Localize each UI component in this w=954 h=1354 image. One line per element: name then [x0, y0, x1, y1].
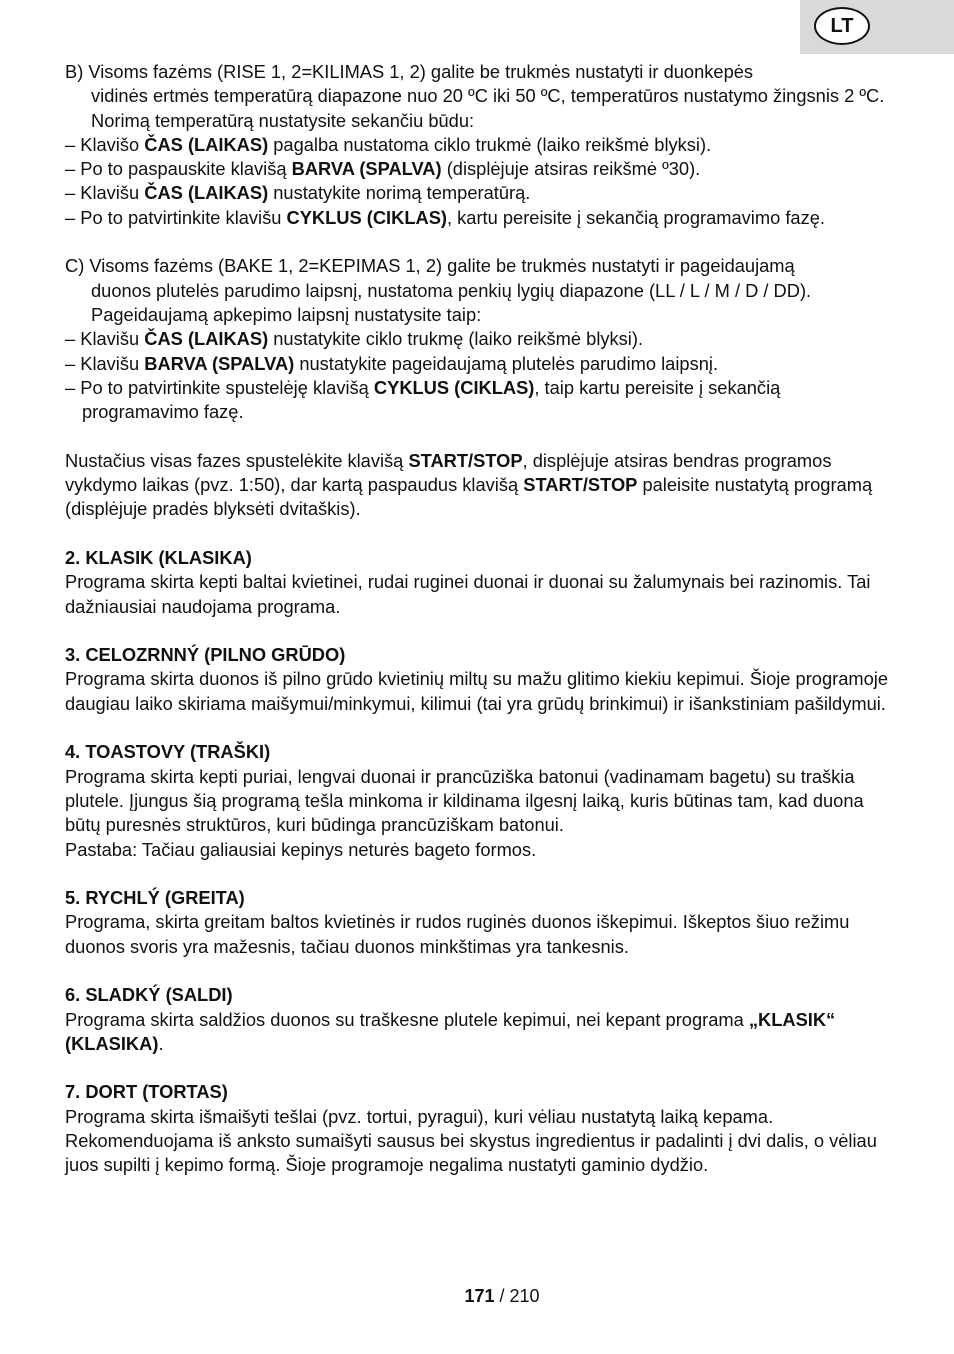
section-c-intro-cont: duonos plutelės parudimo laipsnį, nustatoma penkių lygių diapazone (LL / L / M / D / DD). Pageidaujamą apkepimo laipsnį nustatysite taip:	[91, 279, 812, 325]
section-6-body: Programa skirta saldžios duonos su traškesne plutele kepimui, nei kepant programa „KLASIK“ (KLASIKA).	[65, 1008, 836, 1054]
language-badge: LT	[814, 7, 870, 45]
language-tab	[800, 0, 954, 54]
section-b-step: – Klavišu ČAS (LAIKAS) nustatykite norimą temperatūrą.	[65, 182, 531, 204]
section-5-heading: 5. RYCHLÝ (GREITA)	[65, 887, 245, 909]
page-total: / 210	[494, 1286, 540, 1306]
page-content	[65, 60, 890, 1178]
section-7-heading: 7. DORT (TORTAS)	[65, 1081, 228, 1103]
section-c-step: – Klavišu ČAS (LAIKAS) nustatykite ciklo trukmę (laiko reikšmė blyksi).	[65, 328, 644, 350]
section-6-heading: 6. SLADKÝ (SALDI)	[65, 984, 233, 1006]
section-c-step: – Klavišu BARVA (SPALVA) nustatykite pageidaujamą plutelės parudimo laipsnį.	[65, 352, 719, 374]
section-2-heading: 2. KLASIK (KLASIKA)	[65, 546, 252, 568]
section-b-step: – Klavišo ČAS (LAIKAS) pagalba nustatoma ciklo trukmė (laiko reikšmė blyksi).	[65, 133, 712, 155]
section-b-step: – Po to paspauskite klavišą BARVA (SPALVA) (displėjuje atsiras reikšmė º30).	[65, 158, 701, 180]
section-4-body: Programa skirta kepti puriai, lengvai duonai ir prancūziška batonui (vadinamam bagetu) su traškia plutele. Įjungus šią programą tešla minkoma ir kildinama ilgesnį laiką, kuris būtinas tam, kad duona būtų puresnės struktūros, kuri būdinga prancūziškam batonui.	[65, 765, 864, 836]
section-b	[65, 60, 890, 230]
page-number	[0, 1286, 954, 1307]
section-4-heading: 4. TOASTOVY (TRAŠKI)	[65, 741, 271, 763]
section-7-body: Programa skirta išmaišyti tešlai (pvz. tortui, pyragui), kuri vėliau nustatytą laiką kepama. Rekomenduojama iš anksto sumaišyti sausus bei skystus ingredientus ir padalinti į dvi dalis, o vėliau juos supilti į kepimo formą. Šioje programoje negalima nustatyti gaminio dydžio.	[65, 1105, 877, 1176]
section-4-note: Pastaba: Tačiau galiausiai kepinys neturės bageto formos.	[65, 838, 537, 860]
section-b-intro: B) Visoms fazėms (RISE 1, 2=KILIMAS 1, 2) galite be trukmės nustatyti ir duonkepės	[65, 61, 754, 82]
section-b-step: – Po to patvirtinkite klavišu CYKLUS (CIKLAS), kartu pereisite į sekančią programavimo fazę.	[65, 206, 825, 228]
section-5-body: Programa, skirta greitam baltos kvietinės ir rudos ruginės duonos iškepimui. Iškeptos šiuo režimu duonos svoris yra mažesnis, tačiau duonos minkštimas yra tankesnis.	[65, 911, 850, 957]
section-b-intro-cont: vidinės ertmės temperatūrą diapazone nuo 20 ºC iki 50 ºC, temperatūros nustatymo žingsnis 2 ºC. Norimą temperatūrą nustatysite sekančiu būdu:	[91, 85, 885, 131]
section-2-body: Programa skirta kepti baltai kvietinei, rudai ruginei duonai ir duonai su žalumynais bei razinomis. Tai dažniausiai naudojama programa.	[65, 571, 871, 617]
start-stop-paragraph: Nustačius visas fazes spustelėkite klavišą START/STOP, displėjuje atsiras bendras programos vykdymo laikas (pvz. 1:50), dar kartą paspaudus klavišą START/STOP paleisite nustatytą programą (displėjuje pradės blyksėti dvitaškis).	[65, 449, 873, 520]
section-3-body: Programa skirta duonos iš pilno grūdo kvietinių miltų su mažu glitimo kiekiu kepimui. Šioje programoje daugiau laiko skiriama maišymui/minkymui, kilimui (tai yra grūdų brinkimui) ir išankstiniam pašildymui.	[65, 668, 889, 714]
section-c-step: – Po to patvirtinkite spustelėję klavišą CYKLUS (CIKLAS), taip kartu pereisite į sekančią programavimo fazę.	[65, 376, 781, 423]
section-c-intro: C) Visoms fazėms (BAKE 1, 2=KEPIMAS 1, 2) galite be trukmės nustatyti ir pageidaujamą	[65, 255, 795, 277]
page-current: 171	[464, 1286, 495, 1306]
section-c	[65, 254, 890, 424]
section-3-heading: 3. CELOZRNNÝ (PILNO GRŪDO)	[65, 644, 346, 666]
